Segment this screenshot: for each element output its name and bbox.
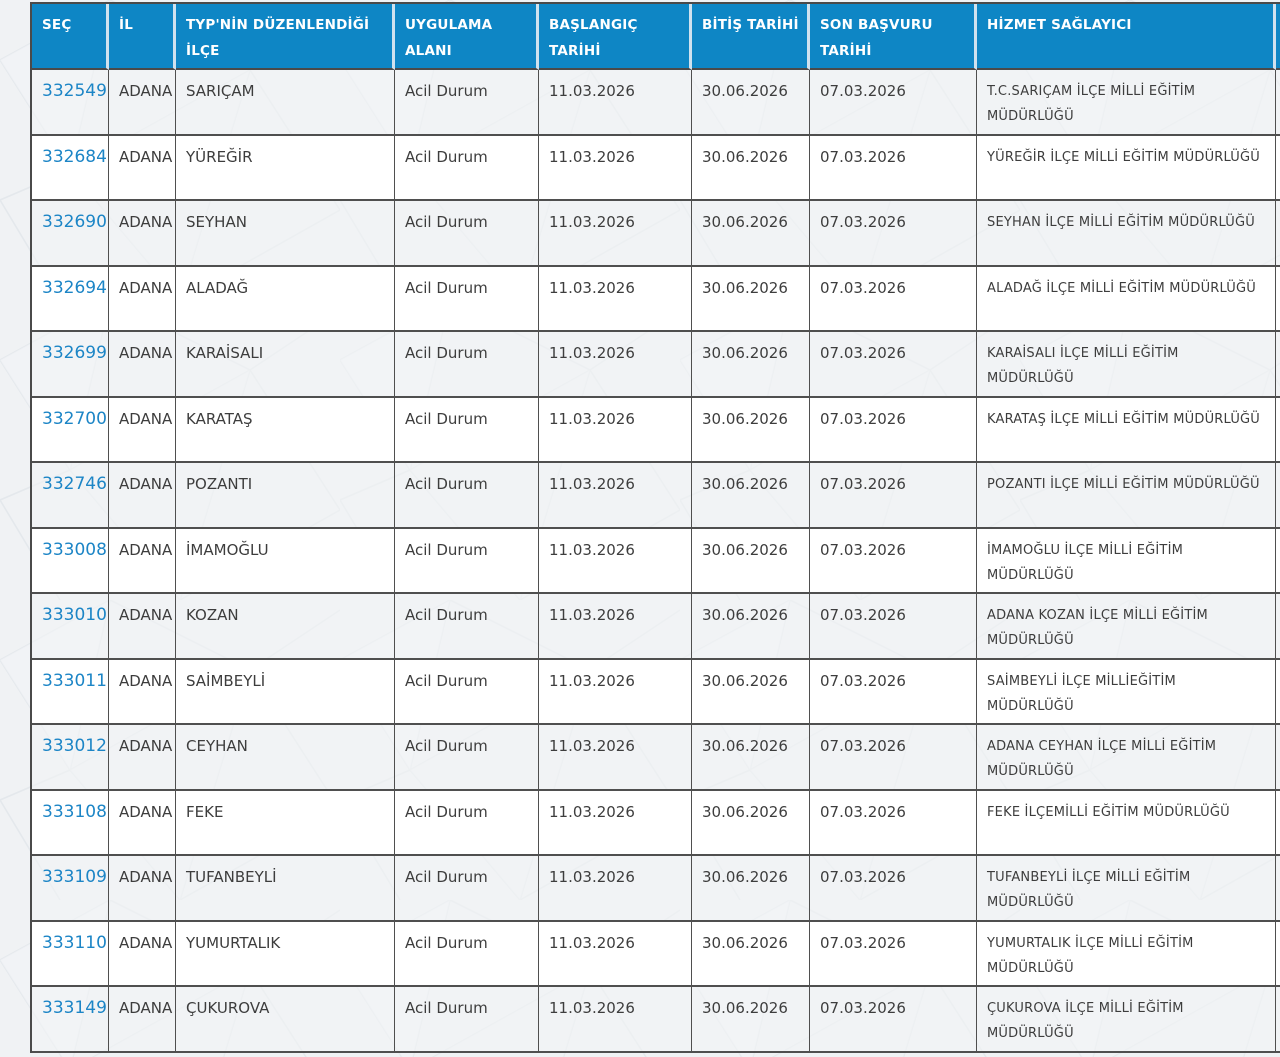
cell-ilce: CEYHAN bbox=[176, 725, 395, 791]
table-row bbox=[32, 529, 1280, 595]
cell-son: 07.03.2026 bbox=[810, 267, 977, 333]
table-row bbox=[32, 594, 1280, 660]
cell-ilce: İMAMOĞLU bbox=[176, 529, 395, 595]
cell-alan: Acil Durum bbox=[395, 332, 539, 398]
cell-alan: Acil Durum bbox=[395, 201, 539, 267]
cell-bitis: 30.06.2026 bbox=[692, 201, 810, 267]
cell-son: 07.03.2026 bbox=[810, 922, 977, 988]
cell-sec bbox=[32, 856, 109, 922]
column-header-son: SON BAŞVURU TARİHİ bbox=[810, 4, 977, 70]
table-row bbox=[32, 267, 1280, 333]
table-row bbox=[32, 725, 1280, 791]
cell-sec bbox=[32, 463, 109, 529]
cell-provider: TUFANBEYLİ İLÇE MİLLİ EĞİTİM MÜDÜRLÜĞÜ bbox=[977, 856, 1276, 922]
cell-extra bbox=[1276, 987, 1280, 1053]
cell-il: ADANA bbox=[109, 660, 176, 726]
cell-bitis: 30.06.2026 bbox=[692, 660, 810, 726]
cell-baslangic: 11.03.2026 bbox=[539, 463, 692, 529]
table-row bbox=[32, 856, 1280, 922]
cell-son: 07.03.2026 bbox=[810, 463, 977, 529]
cell-bitis: 30.06.2026 bbox=[692, 332, 810, 398]
cell-sec bbox=[32, 725, 109, 791]
cell-bitis: 30.06.2026 bbox=[692, 725, 810, 791]
cell-son: 07.03.2026 bbox=[810, 136, 977, 202]
cell-bitis: 30.06.2026 bbox=[692, 136, 810, 202]
program-id-link[interactable]: 332690 bbox=[42, 212, 107, 232]
table-row bbox=[32, 70, 1280, 136]
cell-bitis: 30.06.2026 bbox=[692, 922, 810, 988]
cell-son: 07.03.2026 bbox=[810, 725, 977, 791]
cell-sec bbox=[32, 529, 109, 595]
cell-baslangic: 11.03.2026 bbox=[539, 856, 692, 922]
cell-ilce: SARIÇAM bbox=[176, 70, 395, 136]
cell-alan: Acil Durum bbox=[395, 856, 539, 922]
program-id-link[interactable]: 333110 bbox=[42, 932, 107, 953]
cell-extra bbox=[1276, 201, 1280, 267]
cell-sec bbox=[32, 398, 109, 464]
program-id-link[interactable]: 332699 bbox=[42, 343, 107, 363]
cell-alan: Acil Durum bbox=[395, 660, 539, 726]
cell-alan: Acil Durum bbox=[395, 922, 539, 988]
table-row bbox=[32, 791, 1280, 857]
cell-alan: Acil Durum bbox=[395, 987, 539, 1053]
cell-sec bbox=[32, 922, 109, 988]
cell-son: 07.03.2026 bbox=[810, 660, 977, 726]
cell-son: 07.03.2026 bbox=[810, 856, 977, 922]
cell-son: 07.03.2026 bbox=[810, 987, 977, 1053]
table-row bbox=[32, 136, 1280, 202]
cell-il: ADANA bbox=[109, 332, 176, 398]
cell-baslangic: 11.03.2026 bbox=[539, 987, 692, 1053]
program-id-link[interactable]: 332684 bbox=[42, 146, 107, 167]
cell-ilce: SAİMBEYLİ bbox=[176, 660, 395, 726]
cell-il: ADANA bbox=[109, 791, 176, 857]
cell-alan: Acil Durum bbox=[395, 70, 539, 136]
cell-baslangic: 11.03.2026 bbox=[539, 660, 692, 726]
cell-extra bbox=[1276, 70, 1280, 136]
cell-son: 07.03.2026 bbox=[810, 201, 977, 267]
cell-ilce: KOZAN bbox=[176, 594, 395, 660]
cell-provider: POZANTI İLÇE MİLLİ EĞİTİM MÜDÜRLÜĞÜ bbox=[977, 463, 1276, 529]
table-row bbox=[32, 463, 1280, 529]
cell-bitis: 30.06.2026 bbox=[692, 791, 810, 857]
cell-provider: SEYHAN İLÇE MİLLİ EĞİTİM MÜDÜRLÜĞÜ bbox=[977, 201, 1276, 267]
cell-baslangic: 11.03.2026 bbox=[539, 267, 692, 333]
cell-extra bbox=[1276, 791, 1280, 857]
program-id-link[interactable]: 333149 bbox=[42, 998, 107, 1018]
cell-il: ADANA bbox=[109, 922, 176, 988]
cell-extra bbox=[1276, 136, 1280, 202]
cell-provider: YUMURTALIK İLÇE MİLLİ EĞİTİM MÜDÜRLÜĞÜ bbox=[977, 922, 1276, 988]
cell-extra bbox=[1276, 856, 1280, 922]
column-header-ilce: TYP'NİN DÜZENLENDİĞİ İLÇE bbox=[176, 4, 395, 70]
cell-alan: Acil Durum bbox=[395, 529, 539, 595]
program-id-link[interactable]: 333008 bbox=[42, 539, 107, 560]
program-id-link[interactable]: 332700 bbox=[42, 408, 107, 429]
cell-provider: KARAİSALI İLÇE MİLLİ EĞİTİM MÜDÜRLÜĞÜ bbox=[977, 332, 1276, 398]
cell-bitis: 30.06.2026 bbox=[692, 529, 810, 595]
cell-provider: ALADAĞ İLÇE MİLLİ EĞİTİM MÜDÜRLÜĞÜ bbox=[977, 267, 1276, 333]
cell-son: 07.03.2026 bbox=[810, 398, 977, 464]
program-id-link[interactable]: 333109 bbox=[42, 867, 107, 887]
cell-baslangic: 11.03.2026 bbox=[539, 332, 692, 398]
table-row bbox=[32, 332, 1280, 398]
cell-extra bbox=[1276, 332, 1280, 398]
cell-ilce: POZANTI bbox=[176, 463, 395, 529]
cell-ilce: ÇUKUROVA bbox=[176, 987, 395, 1053]
cell-baslangic: 11.03.2026 bbox=[539, 791, 692, 857]
typ-programs-table bbox=[30, 2, 1280, 1053]
cell-bitis: 30.06.2026 bbox=[692, 463, 810, 529]
cell-extra bbox=[1276, 463, 1280, 529]
cell-baslangic: 11.03.2026 bbox=[539, 725, 692, 791]
cell-ilce: KARATAŞ bbox=[176, 398, 395, 464]
cell-extra bbox=[1276, 594, 1280, 660]
column-header-saglayici: HİZMET SAĞLAYICI bbox=[977, 4, 1276, 70]
cell-alan: Acil Durum bbox=[395, 791, 539, 857]
cell-sec bbox=[32, 136, 109, 202]
cell-sec bbox=[32, 332, 109, 398]
table-header-row bbox=[32, 4, 1280, 70]
cell-baslangic: 11.03.2026 bbox=[539, 136, 692, 202]
cell-il: ADANA bbox=[109, 725, 176, 791]
cell-baslangic: 11.03.2026 bbox=[539, 201, 692, 267]
cell-il: ADANA bbox=[109, 70, 176, 136]
column-header-bitis: BİTİŞ TARİHİ bbox=[692, 4, 810, 70]
cell-provider: ÇUKUROVA İLÇE MİLLİ EĞİTİM MÜDÜRLÜĞÜ bbox=[977, 987, 1276, 1053]
cell-extra bbox=[1276, 922, 1280, 988]
cell-sec bbox=[32, 70, 109, 136]
cell-son: 07.03.2026 bbox=[810, 70, 977, 136]
cell-provider: KARATAŞ İLÇE MİLLİ EĞİTİM MÜDÜRLÜĞÜ bbox=[977, 398, 1276, 464]
cell-bitis: 30.06.2026 bbox=[692, 594, 810, 660]
table-row bbox=[32, 987, 1280, 1053]
cell-alan: Acil Durum bbox=[395, 725, 539, 791]
cell-il: ADANA bbox=[109, 594, 176, 660]
cell-bitis: 30.06.2026 bbox=[692, 856, 810, 922]
column-header-sec: SEÇ bbox=[32, 4, 109, 70]
cell-sec bbox=[32, 201, 109, 267]
cell-bitis: 30.06.2026 bbox=[692, 267, 810, 333]
cell-alan: Acil Durum bbox=[395, 398, 539, 464]
cell-ilce: ALADAĞ bbox=[176, 267, 395, 333]
cell-provider: İMAMOĞLU İLÇE MİLLİ EĞİTİM MÜDÜRLÜĞÜ bbox=[977, 529, 1276, 595]
cell-provider: ADANA CEYHAN İLÇE MİLLİ EĞİTİM MÜDÜRLÜĞÜ bbox=[977, 725, 1276, 791]
program-id-link[interactable]: 333010 bbox=[42, 605, 107, 625]
cell-sec bbox=[32, 594, 109, 660]
cell-il: ADANA bbox=[109, 201, 176, 267]
cell-son: 07.03.2026 bbox=[810, 332, 977, 398]
table-row bbox=[32, 201, 1280, 267]
column-header-alan: UYGULAMA ALANI bbox=[395, 4, 539, 70]
cell-il: ADANA bbox=[109, 529, 176, 595]
program-id-link[interactable]: 333108 bbox=[42, 801, 107, 822]
cell-sec bbox=[32, 987, 109, 1053]
column-header-baslangic: BAŞLANGIÇ TARİHİ bbox=[539, 4, 692, 70]
cell-il: ADANA bbox=[109, 267, 176, 333]
cell-il: ADANA bbox=[109, 856, 176, 922]
cell-provider: YÜREĞİR İLÇE MİLLİ EĞİTİM MÜDÜRLÜĞÜ bbox=[977, 136, 1276, 202]
program-id-link[interactable]: 333011 bbox=[42, 670, 107, 691]
cell-alan: Acil Durum bbox=[395, 463, 539, 529]
cell-son: 07.03.2026 bbox=[810, 594, 977, 660]
cell-il: ADANA bbox=[109, 398, 176, 464]
cell-sec bbox=[32, 267, 109, 333]
program-id-link[interactable]: 332549 bbox=[42, 81, 107, 101]
cell-baslangic: 11.03.2026 bbox=[539, 594, 692, 660]
cell-ilce: SEYHAN bbox=[176, 201, 395, 267]
cell-bitis: 30.06.2026 bbox=[692, 70, 810, 136]
cell-ilce: YÜREĞİR bbox=[176, 136, 395, 202]
cell-provider: ADANA KOZAN İLÇE MİLLİ EĞİTİM MÜDÜRLÜĞÜ bbox=[977, 594, 1276, 660]
cell-provider: T.C.SARIÇAM İLÇE MİLLİ EĞİTİM MÜDÜRLÜĞÜ bbox=[977, 70, 1276, 136]
cell-alan: Acil Durum bbox=[395, 136, 539, 202]
cell-il: ADANA bbox=[109, 136, 176, 202]
column-header-il: İL bbox=[109, 4, 176, 70]
cell-sec bbox=[32, 791, 109, 857]
cell-baslangic: 11.03.2026 bbox=[539, 70, 692, 136]
table-row bbox=[32, 660, 1280, 726]
cell-il: ADANA bbox=[109, 987, 176, 1053]
cell-extra bbox=[1276, 398, 1280, 464]
program-id-link[interactable]: 332746 bbox=[42, 474, 107, 494]
cell-sec bbox=[32, 660, 109, 726]
program-id-link[interactable]: 333012 bbox=[42, 736, 107, 756]
cell-baslangic: 11.03.2026 bbox=[539, 922, 692, 988]
cell-alan: Acil Durum bbox=[395, 594, 539, 660]
cell-bitis: 30.06.2026 bbox=[692, 398, 810, 464]
cell-extra bbox=[1276, 660, 1280, 726]
cell-son: 07.03.2026 bbox=[810, 529, 977, 595]
cell-ilce: TUFANBEYLİ bbox=[176, 856, 395, 922]
table-row bbox=[32, 922, 1280, 988]
cell-baslangic: 11.03.2026 bbox=[539, 398, 692, 464]
cell-extra bbox=[1276, 267, 1280, 333]
cell-extra bbox=[1276, 529, 1280, 595]
cell-baslangic: 11.03.2026 bbox=[539, 529, 692, 595]
cell-provider: SAİMBEYLİ İLÇE MİLLİEĞİTİM MÜDÜRLÜĞÜ bbox=[977, 660, 1276, 726]
cell-il: ADANA bbox=[109, 463, 176, 529]
cell-ilce: KARAİSALI bbox=[176, 332, 395, 398]
cell-son: 07.03.2026 bbox=[810, 791, 977, 857]
cell-extra bbox=[1276, 725, 1280, 791]
table-row bbox=[32, 398, 1280, 464]
program-id-link[interactable]: 332694 bbox=[42, 277, 107, 298]
cell-ilce: FEKE bbox=[176, 791, 395, 857]
program-list-container bbox=[30, 2, 1280, 1053]
cell-provider: FEKE İLÇEMİLLİ EĞİTİM MÜDÜRLÜĞÜ bbox=[977, 791, 1276, 857]
cell-ilce: YUMURTALIK bbox=[176, 922, 395, 988]
column-header-extra bbox=[1276, 4, 1280, 70]
cell-alan: Acil Durum bbox=[395, 267, 539, 333]
cell-bitis: 30.06.2026 bbox=[692, 987, 810, 1053]
